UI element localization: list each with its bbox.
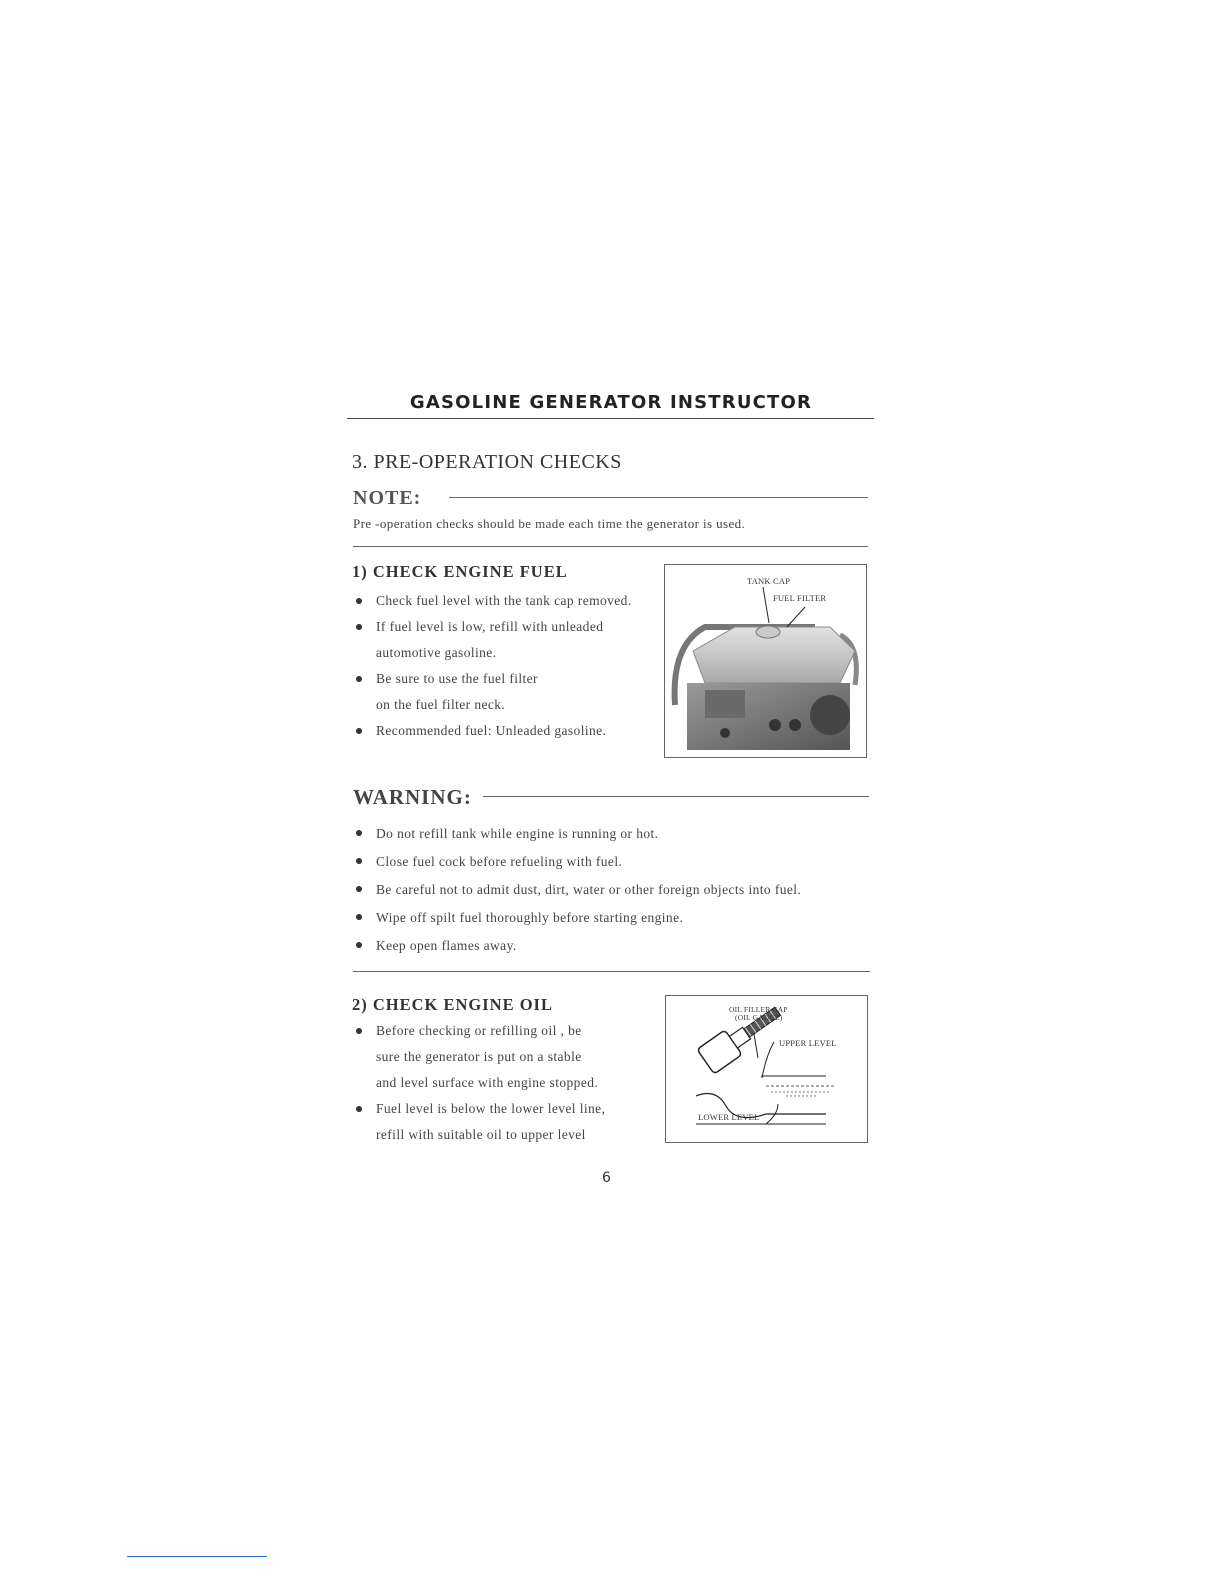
document-header-title: GASOLINE GENERATOR INSTRUCTOR [409, 392, 813, 413]
oil-item-continued: and level surface with engine stopped. [376, 1075, 599, 1090]
warning-item: Do not refill tank while engine is running or hot. [353, 820, 873, 848]
oil-gauge-label: (OIL GAUGE) [735, 1013, 783, 1022]
page-number: 6 [602, 1170, 611, 1186]
fuel-section-title: 1) CHECK ENGINE FUEL [352, 562, 568, 581]
warning-item: Wipe off spilt fuel thoroughly before starting engine. [353, 904, 873, 932]
warning-item: Be careful not to admit dust, dirt, water or other foreign objects into fuel. [353, 876, 873, 904]
oil-bullet-list [353, 1018, 663, 1148]
oil-gauge-figure [665, 995, 868, 1143]
fuel-filter-label: FUEL FILTER [773, 593, 827, 603]
oil-section-title: 2) CHECK ENGINE OIL [352, 995, 553, 1014]
fuel-tank-figure [664, 564, 867, 758]
section-title: 3. PRE-OPERATION CHECKS [352, 451, 622, 473]
tank-cap-label: TANK CAP [747, 576, 791, 586]
generator-illustration [665, 565, 866, 757]
fuel-item-continued: on the fuel filter neck. [376, 697, 506, 712]
oil-item: Fuel level is below the lower level line, [353, 1096, 663, 1122]
warning-bullet-list [353, 820, 873, 960]
upper-level-label: UPPER LEVEL [779, 1038, 837, 1048]
fuel-item: Check fuel level with the tank cap removed. [353, 588, 663, 614]
fuel-item: If fuel level is low, refill with unleaded [353, 614, 663, 640]
warning-bottom-rule [353, 971, 870, 972]
lower-level-label: LOWER LEVEL [698, 1112, 760, 1122]
oil-filler-cap-label: OIL FILLER CAP [729, 1005, 788, 1014]
note-bottom-rule [353, 546, 868, 547]
note-rule [449, 497, 868, 498]
warning-item: Keep open flames away. [353, 932, 873, 960]
oil-item: Before checking or refilling oil , be [353, 1018, 663, 1044]
warning-rule [483, 796, 869, 797]
fuel-item: Recommended fuel: Unleaded gasoline. [353, 718, 663, 744]
oil-item-continued: sure the generator is put on a stable [376, 1049, 582, 1064]
warning-item: Close fuel cock before refueling with fuel. [353, 848, 873, 876]
fuel-bullet-list [353, 588, 663, 744]
fuel-item: Be sure to use the fuel filter [353, 666, 663, 692]
warning-label: WARNING: [353, 785, 472, 809]
footnote-separator [127, 1556, 267, 1557]
oil-item-continued: refill with suitable oil to upper level [376, 1127, 586, 1142]
note-text: Pre -operation checks should be made each time the generator is used. [353, 516, 746, 531]
note-label: NOTE: [353, 487, 422, 509]
header-rule [347, 418, 874, 419]
fuel-item-continued: automotive gasoline. [376, 645, 497, 660]
